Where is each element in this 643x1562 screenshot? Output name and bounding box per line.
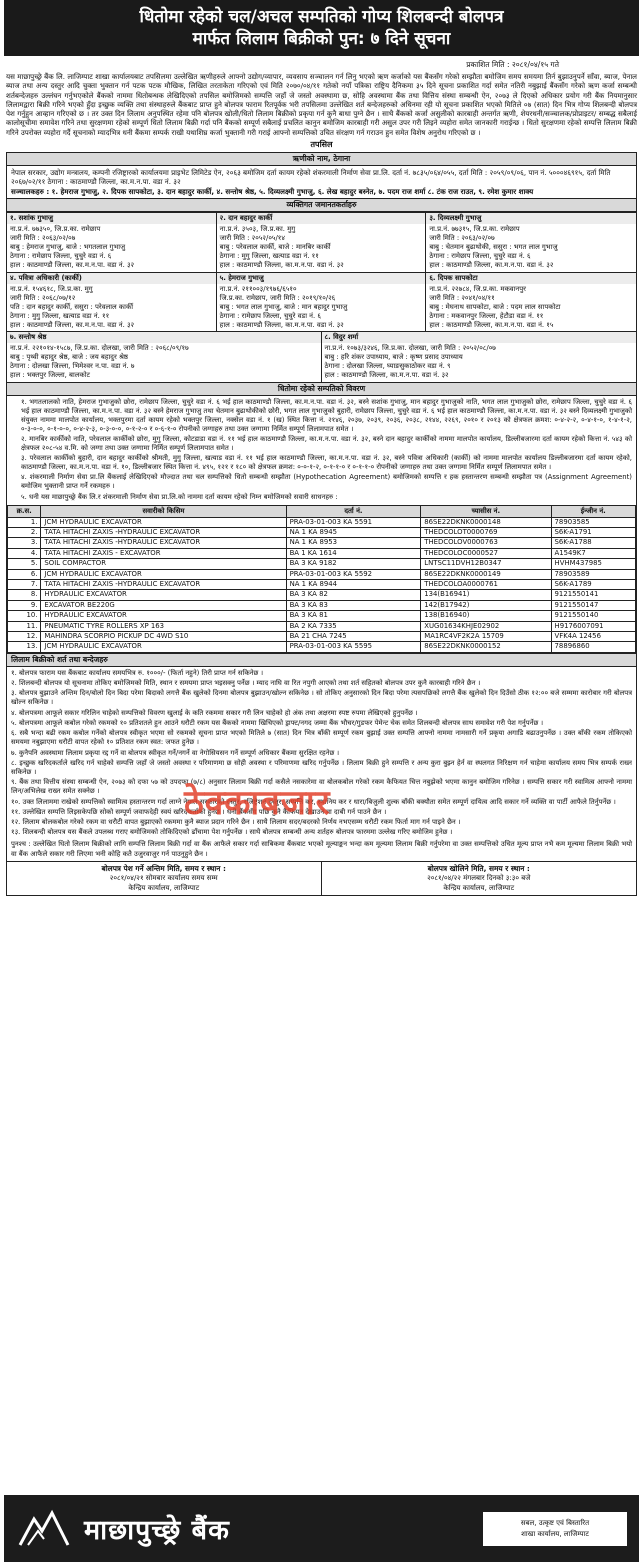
vehicle-cell: PRA-03-01-003 KA 5591 <box>286 517 421 527</box>
guarantor-detail-line: जारी मिति : २०५२/०५/१४ <box>219 234 285 243</box>
vehicle-cell: 2. <box>8 528 41 538</box>
guarantor-card <box>322 331 637 381</box>
guarantor-detail-line: हाल : काठमाण्डौ जिल्ला, का.म.न.पा. वडा नं. ३२ <box>219 321 344 329</box>
condition-item: ५. बोलपत्रमा आफूले कबोल गरेको रकमको १० प्रतिशतले हुन आउने धरौटी रकम यस बैंकको नाममा खिचिएको ड्राफ्ट/नगद जम्मा बैंक भौचर/गुडफर पेमेन्ट चेक समेत शिलबन्दी बोलपत्र साथ समावेश गरी पेश गर्नुपर्नेछ । <box>11 718 544 727</box>
vehicle-cell: JCM HYDRAULIC EXCAVATOR <box>41 642 286 652</box>
bid-opening <box>322 862 637 896</box>
guarantor-card <box>217 272 427 332</box>
vehicle-cell: 142(B17942) <box>421 600 551 610</box>
borrower-text: नेपाल सरकार, उद्योग मन्त्रालय, कम्पनी रजिष्ट्रारको कार्यालयमा प्राइभेट लिमिटेड ऐन, २०६३ बमोजिम दर्ता कायम रहेको शंकरमाली निर्माण सेवा प्रा.लि. दर्ता नं. ७८३५/०६४/०५५, दर्ता मिति : २०५९/०९/०६, पान नं. ५०००४६९१५, दर्ता मिति २०६७/०२/११ ठेगाना : काठमाण्डौ जिल्ला, का.म.न.पा. वडा नं. ३२ <box>11 168 611 187</box>
submission-deadline-place: केन्द्रिय कार्यालय, लाजिम्पाट <box>128 883 200 892</box>
bid-opening-place: केन्द्रिय कार्यालय, लाजिम्पाट <box>443 883 515 892</box>
guarantor-detail-line: बाबु : पृथ्वी बहादुर श्रेष्ठ, बाजे : जय बहादुर श्रेष्ठ <box>10 353 128 362</box>
vehicle-cell: HYDRAULIC EXCAVATOR <box>41 611 286 621</box>
table-row <box>8 611 636 621</box>
guarantor-detail-line: ठेगाना : मुगु जिल्ला, खत्याड वडा नं. ११ <box>10 311 110 320</box>
condition-item: ३. बोलपत्र बुझाउने अन्तिम दिन/बोलो दिन बिदा परेमा बिदाको लगत्तै बैंक खुलेको दिनमा बोलपत्र बुझाउन/खोल्न सकिनेछ । सो तोकिए अनुसारको दिन बिदा परेमा त्यसपछिको लगत्तै बैंक खुलेको दिन दिउँसो ठीक १२:०० बजे सम्ममा कारोबार गरी बोलपत्र खोल्न सकिनेछ । <box>11 689 632 707</box>
vehicle-cell: MA1RC4VF2K2A 15709 <box>421 632 551 642</box>
vehicle-cell: 9121550147 <box>551 600 635 610</box>
vehicle-cell: 9121550140 <box>551 611 635 621</box>
guarantor-detail-line: ठेगाना : दोलखा जिल्ला, भिमेश्वर न.पा. वडा नं. ७ <box>10 362 135 371</box>
guarantor-detail-line: बाबु : मेघनाथ सापकोटा, बाजे : पदम लाल सापकोटा <box>429 302 561 311</box>
guarantor-name: ३. दिव्यलक्ष्मी गुभाजु <box>426 213 636 224</box>
watermark-part2: बजार <box>260 783 331 823</box>
vehicle-cell: THEDCOLOT0000769 <box>421 528 551 538</box>
vehicle-cell: BA 3 KA 81 <box>286 611 421 621</box>
vehicle-cell: BA 3 KA 82 <box>286 590 421 600</box>
condition-item: १३. शिलबन्दी बोलपत्र यस बैंकले उपलब्ध गराए बमोजिमको तोकिदिएको ढाँचामा पेश गर्नुपर्नेछ । साथै बोलपत्र सम्बन्धी अन्य शर्तहरु बोलपत्र फारममा उल्लेख गरिए बमोजिम हुनेछ । <box>11 828 453 837</box>
guarantor-detail-line: ठेगाना : मुगु जिल्ला, खत्याड वडा नं. ११ <box>219 252 319 261</box>
mountain-logo-icon <box>18 1509 70 1549</box>
condition-item: ७. कुनैपनि अवस्थामा लिलाम प्रकृया रद्द गर्ने वा बोलपत्र स्वीकृत गर्ने/नगर्ने वा नेगोसियसन गर्ने सम्पूर्ण अधिकार बैंकमा सुरक्षित रहनेछ । <box>11 748 340 757</box>
details-heading: तपसिल <box>310 140 333 150</box>
guarantor-detail-line: ना.प्र.नं. २२७८४, जि.प्र.का. मकवानपुर <box>429 284 526 293</box>
vehicle-column-header: क्र.स. <box>8 505 41 517</box>
table-row <box>8 600 636 610</box>
asset-item: २. मानबिर कार्कीको नाति, परेवलाल कार्कीको छोरा, मुगु जिल्ला, कोटडाडा वडा नं. ११ भई हाल काठमाण्डौ जिल्ला, का.म.न.पा. वडा नं. ३२, बस्ने दान बहादुर कार्कीको नाममा मालपोत कार्यालय, डिल्लीबजारमा दर्ता कायम रहेको कित्ता नं. ५४३ को क्षेत्रफल २०८-५४ व.मि. को जग्गा तथा उक्त जग्गामा निर्मित सम्पूर्ण लिलामपात समेत । <box>21 434 632 453</box>
guarantor-name: २. दान बहादुर कार्की <box>217 213 426 224</box>
submission-info <box>7 861 636 896</box>
bank-motto: सबल, उत्कृष्ट एवं बिस्तारित <box>520 1518 590 1527</box>
guarantor-detail-line: पति : दान बहादुर कार्की, ससुरा : परेवलाल कार्की <box>10 302 134 311</box>
vehicle-cell: 86SE22DKNK0000148 <box>421 517 551 527</box>
table-row <box>8 590 636 600</box>
vehicle-cell: PRA-03-01-003 KA 5595 <box>286 642 421 652</box>
bid-opening-title: बोलपत्र खोलिने मिति, समय र स्थान : <box>427 863 530 873</box>
guarantor-detail-line: ना.प्र.नं. २२१०१४-१५८७, जि.प्र.का. दोलखा, जारी मिति : २०६८/०९/१७ <box>10 344 189 353</box>
assets-list <box>7 396 636 505</box>
table-row <box>8 548 636 558</box>
vehicle-cell: NA 1 KA 8953 <box>286 538 421 548</box>
vehicle-cell: SOIL COMPACTOR <box>41 559 286 569</box>
vehicle-cell: TATA HITACHI ZAXIS -HYDRAULIC EXCAVATOR <box>41 538 286 548</box>
borrower-heading: ऋणीको नाम, ठेगाना <box>7 153 636 166</box>
vehicle-cell: PRA-03-01-003 KA 5592 <box>286 569 421 579</box>
table-row <box>8 569 636 579</box>
vehicle-column-header: ईन्जीन नं. <box>551 505 635 517</box>
vehicle-column-header: दर्ता नं. <box>286 505 421 517</box>
asset-item: ४. शंकरमाली निर्माण सेवा प्रा.लि बैंकलाई लेखिदिएको मौज्दात तथा चल सम्पत्तिको धितो सम्बन्धी सम्झौता (Hypothecation Agreement) बमोजिमको सम्पत्ति र हक हस्तान्तरण सम्बन्धी सम्झौता पत्र (Assignment Agreement) बमोजिम भुक्तानी प्राप्त गर्ने रकमहरु । <box>21 473 632 491</box>
vehicle-cell: 6. <box>8 569 41 579</box>
vehicle-table <box>7 505 636 653</box>
notice-header <box>4 0 639 56</box>
guarantor-detail-line: जारी मिति : २०६३/०२/०७ <box>429 234 495 243</box>
guarantor-name: ६. दिपक सापकोटा <box>426 273 636 284</box>
guarantor-detail-line: ना.प्र.नं. २११००३/१९७६/६५१० <box>219 284 297 293</box>
vehicle-cell: 13. <box>8 642 41 652</box>
notice-title-line1: धितोमा रहेको चल/अचल सम्पतिको गोप्य शिलबन्दी बोलपत्र <box>139 7 504 27</box>
table-row <box>8 538 636 548</box>
vehicle-cell: THEDCOLOA0000761 <box>421 580 551 590</box>
table-row <box>8 621 636 631</box>
guarantor-detail-line: हाल : भक्तपुर जिल्ला, बालकोट <box>10 371 90 380</box>
guarantor-card <box>426 212 636 272</box>
guarantor-detail-line: ठेगाना : रामेछाप जिल्ला, चुचुरे वडा नं. ६ <box>429 252 531 261</box>
vehicle-cell: 5. <box>8 559 41 569</box>
vehicle-cell: TATA HITACHI ZAXIS -HYDRAULIC EXCAVATOR <box>41 580 286 590</box>
guarantor-card <box>7 212 217 272</box>
guarantor-detail-line: बाबु : हेमराज गुभाजु, बाजे : भगतलाल गुभाजु <box>10 243 126 252</box>
notice-page <box>4 0 639 1562</box>
vehicle-cell: 12. <box>8 632 41 642</box>
condition-item: ११. उल्लेखित सम्पत्ति लिइसकेपछि सोको सम्पूर्ण जवाफदेही स्वयं खरिदकर्ताको हुनेछ । धनी बैंकसँग पछि कुनै कैफियत देखाउन वा दाबी गर्न पाउने छैन । <box>11 807 387 816</box>
vehicle-cell: 86SE22DKNK0000152 <box>421 642 551 652</box>
condition-item: ८. इच्छुक खरिदकर्ताले खरिद गर्न चाहेको सम्पत्ति जहाँ जे जस्तो अवस्था र परिमाणमा छ सोही अवस्था र परिमाणमा खरिद गर्नुपर्नेछ । लिलाम बिक्री हुने सम्पत्ति र अन्य कुरा बुझ्न हेर्न वा स्थलगत निरिक्षण गर्न चाहेमा कार्यालय समय भित्र सम्पर्क राख्न सकिनेछ । <box>11 758 632 776</box>
vehicle-cell: BA 3 KA 83 <box>286 600 421 610</box>
guarantor-detail-line: हाल : काठमाण्डौ जिल्ला, का.म.न.पा. वडा नं. ३२ <box>10 321 135 329</box>
guarantor-detail-line: ना.प्र.नं. ७७३५०, जि.प्र.का. रामेछाप <box>10 225 101 234</box>
guarantor-detail-line: ना.प्र.नं. १०७३/३२४६, जि.प्र.का. दोलखा, जारी मिति : २०५२/०८/०७ <box>324 344 496 353</box>
vehicle-cell: 4. <box>8 548 41 558</box>
bank-branch: शाखा कार्यालय, लाजिम्पाट <box>521 1529 589 1538</box>
watermark-part1: ठेक्का <box>184 783 261 823</box>
vehicle-cell: 3. <box>8 538 41 548</box>
table-row <box>8 528 636 538</box>
asset-item: ३. परेवलाल कार्कीको बुहारी, दान बहादुर कार्कीको श्रीमती, मुगु जिल्ला, खत्याड वडा नं. ११ भई हाल काठमाण्डौ जिल्ला, का.म.न.पा. वडा नं. ३२, बस्ने पवित्रा अधिकारी (कार्की) को नाममा मालपोत कार्यालय डिल्लीबजारमा दर्ता कायम रहेको, काठमाण्डौ जिल्ला, का.म.न.पा. वडा नं. १०, डिल्लीबजार स्थित कित्ता नं. ४९५, १२१ र १८० को क्षेत्रफल क्रमश: ०-०-१-२, ०-१-१-० र ०-१-१-० रोपनीको जग्गाहरु तथा उक्त जग्गामा निर्मित सम्पूर्ण लिलामपात समेत । <box>21 454 632 472</box>
submission-deadline <box>7 862 322 896</box>
notice-title-line2: मार्फत लिलाम बिक्रीको पुन: ७ दिने सूचना <box>192 29 451 49</box>
vehicle-cell: BA 2 KA 7335 <box>286 621 421 631</box>
guarantor-detail-line: हाल : काठमाण्डौ जिल्ला, का.म.न.पा. वडा नं. १५ <box>429 321 554 329</box>
vehicle-table-header <box>8 505 636 517</box>
guarantor-detail-line: बाबु : चेतमान बुढाथोकी, ससुरा : भगत लाल गुभाजु <box>429 243 558 252</box>
vehicle-cell: NA 1 KA 8945 <box>286 528 421 538</box>
condition-item: १२. लिलाम बोलकबोल गरेको रकम वा धरौटी वापत बुझाएको रकममा कुनै ब्याज प्रदान गरिने छैन । साथै लिलाम सदर/बदरको निर्णय नभएसम्म धरौटी रकम फिर्ता माग गर्न पाइने छैन । <box>11 817 461 826</box>
vehicle-cell: 9. <box>8 600 41 610</box>
guarantor-detail-line: जि.प्र.का. रामेछाप, जारी मिति : २०१९/१०/२६ <box>219 293 336 302</box>
table-row <box>8 632 636 642</box>
guarantor-detail-line: ठेगाना : रामेछाप जिल्ला, चुचुरे वडा नं. ६ <box>10 252 112 261</box>
vehicle-cell: BA 3 KA 9182 <box>286 559 421 569</box>
guarantor-name: ५. हेमराज गुभाजु <box>217 273 426 284</box>
guarantor-detail-line: ना.प्र.नं. ३५०३, जि.प्र.का. मुगु <box>219 225 296 234</box>
watermark <box>184 778 331 824</box>
vehicle-cell: 7. <box>8 580 41 590</box>
guarantors-row-2 <box>7 272 636 332</box>
table-row <box>8 642 636 652</box>
vehicle-cell: TATA HITACHI ZAXIS -HYDRAULIC EXCAVATOR <box>41 528 286 538</box>
publish-date: प्रकाशित मिति : २०८१/०४/१५ गते <box>466 60 559 69</box>
guarantor-name: ८. विदुर शर्मा <box>322 332 637 343</box>
vehicle-cell: NA 1 KA 8944 <box>286 580 421 590</box>
bank-banner <box>4 1495 639 1562</box>
assets-heading: धितोमा रहेको सम्पतिको विवरण <box>7 382 636 396</box>
vehicle-cell: S6K-A1788 <box>551 538 635 548</box>
table-row <box>8 580 636 590</box>
vehicle-cell: MAHINDRA SCORPIO PICKUP DC 4WD S10 <box>41 632 286 642</box>
guarantor-detail-line: हाल : काठमाण्डौ जिल्ला, का.म.न.पा. वडा नं. ३२ <box>10 261 135 270</box>
vehicle-cell: JCM HYDRAULIC EXCAVATOR <box>41 517 286 527</box>
guarantor-detail-line: ठेगाना : दोलखा जिल्ला, घ्याङसुकाठोकर वडा नं. ९ <box>324 362 451 371</box>
guarantors-row-1 <box>7 212 636 272</box>
conditions-note: पुनश्च : उल्लेखित धितो लिलाम बिक्रीको लागि सम्पत्ति लिलाम बिक्री गर्दा वा बैंक आफैले सकार गर्दा साबिकमा बैंकबाट भएको मूल्याङ्कन भन्दा कम मूल्यमा लिलाम बिक्री गर्नुपरेमा वा उक्त सम्पत्तिको उचित मूल्य प्राप्त नभै कम मूल्यमा लिलाम बिक्री भयो वा बैंक आफैले सकार गरी लिएमा भनी कोहि कतै उजुरवाजुर गर्न पाउनुहुने छैन । <box>11 840 632 858</box>
vehicle-cell: XUG01634KHJE02902 <box>421 621 551 631</box>
vehicle-cell: TATA HITACHI ZAXIS - EXCAVATOR <box>41 548 286 558</box>
asset-item: १. भगतलालको नाति, हेमराज गुभाजुको छोरा, रामेछाप जिल्ला, चुचुरे वडा नं. ६ भई हाल काठमाण्डौ जिल्ला, का.म.न.पा. वडा नं. ३२, बस्ने सशांक गुभाजु, मान बहादुर गुभाजुको नाति, भगत लाल गुभाजुको छोरा, रामेछाप जिल्ला, चुचुरे वडा नं. ६ भई हाल काठमाण्डौ जिल्ला, का.म.न.पा. वडा नं. ३२ बस्ने हेमराज गुभाजु तथा चेतमान बुढाथोकीको छोरी, भगत लाल गुभाजुको बुहारी, रामेछाप जिल्ला, चुचुरे वडा नं. ६ भई हाल काठमाण्डौ जिल्ला, का.म.न.पा. वडा नं. ३२ बस्ने दिव्यलक्ष्मी गुभाजुको संयुक्त नाममा मालपोत कार्यालय, भक्तपुरमा दर्ता कायम रहेको भक्तपुर जिल्ला, नक्सेल वडा नं. १ (ख) स्थित कित्ता नं. २१४६, २०३७, २०३९, २०३६, २०३८, २१४४, २२६९, २०१० र २०१३ को क्षेत्रफल क्रमश: ०-४-२-२, ०-४-१-०, १-४-१-२, ०-३-०-०, ०-१-०-०, ०-४-२-३, ०-३-०-०, ०-१-२-० र ०-६-१-० रोपनीको जग्गाहरु तथा उक्त जग्गामा निर्मित सम्पूर्ण लिलामपात समेत । <box>21 397 632 433</box>
guarantor-detail-line: हाल : काठमाण्डौ जिल्ला, का.म.न.पा. वडा नं. ३२ <box>429 261 554 270</box>
vehicle-cell: VFK4A 12456 <box>551 632 635 642</box>
guarantor-detail-line: ठेगाना : मकवानपुर जिल्ला, हेटौडा वडा नं. ११ <box>429 311 544 320</box>
conditions-heading: लिलाम बिक्रीको शर्त तथा बन्देजहरु <box>7 653 636 667</box>
guarantor-name: ७. सन्तोष श्रेष्ठ <box>7 332 321 343</box>
vehicle-cell: 78903589 <box>551 569 635 579</box>
vehicle-cell: 138(B16940) <box>421 611 551 621</box>
vehicle-cell: 134(B16941) <box>421 590 551 600</box>
vehicle-cell: PNEUMATIC TYRE ROLLERS XP 163 <box>41 621 286 631</box>
guarantor-detail-line: ना.प्र.नं. १५४६१८, जि.प्र.का. मुगु <box>10 284 93 293</box>
guarantor-detail-line: जारी मिति : २०६३/०२/०७ <box>10 234 76 243</box>
vehicle-column-header: सवारीको किसिम <box>41 505 286 517</box>
borrower-directors: सञ्चालकहरु : १. हेमराज गुभाजु, २. दिपक सापकोटा, ३. दान बहादुर कार्की, ४. सन्तोष श्रेष्ठ, ५. दिव्यलक्ष्मी गुभाजु, ६. लेख बहादुर बस्नेत, ७. पदम राज शर्मा ८. टंक राज राउत, ९. रमेश कुमार शाक्य <box>11 186 534 196</box>
vehicle-cell: S6K-A1789 <box>551 580 635 590</box>
vehicle-cell: 9121550141 <box>551 590 635 600</box>
condition-item: २. शिलबन्दी बोलपत्र यो सूचनामा तोकिए बमोजिमको मिति, स्थान र समयमा प्राप्त भइसक्नु पर्नेछ । म्याद नाघि वा रित नपुगी आएको तथा शर्त सहितको बोलपत्र उपर कुनै कारबाही गरिने छैन । <box>11 679 481 688</box>
vehicle-cell: HYDRAULIC EXCAVATOR <box>41 590 286 600</box>
vehicle-cell: 8. <box>8 590 41 600</box>
vehicle-cell: LNTSC11DVH12B0347 <box>421 559 551 569</box>
guarantor-detail-line: ठेगाना : रामेछाप जिल्ला, चुचुरे वडा नं. ६ <box>219 311 321 320</box>
vehicle-cell: H9176007091 <box>551 621 635 631</box>
guarantor-detail-line: ना.प्र.नं. ७७३१५, जि.प्र.का. रामेछाप <box>429 225 520 234</box>
vehicle-cell: 11. <box>8 621 41 631</box>
guarantor-name: ४. पवित्रा अधिकारी (कार्की) <box>7 273 216 284</box>
submission-deadline-date: २०८१/०४/२१ सोमबार कार्यालय समय सम्म <box>109 874 218 883</box>
guarantor-detail-line: जारी मिति : २०६८/०७/१२ <box>10 293 76 302</box>
guarantor-card <box>426 272 636 332</box>
guarantor-card <box>217 212 427 272</box>
condition-item: ९. बैंक तथा वित्तीय संस्था सम्बन्धी ऐन, २०७३ को दफा ५७ को उपदफा (७/८) अनुसार लिलाम बिक्री गर्दा कसैले नसकारेमा वा बोलकबोल गरेको रकम कैफियत चित्त नबुझेको भएमा कानुन बमोजिम गरिनेछ । सम्पत्ति सकार गरी स्वामित्व आफ्नो नाममा लिन/अभिलेख राख्न समेत सक्नेछ । <box>11 778 632 796</box>
guarantor-detail-line: बाबु : परेवलाल कार्की, बाजे : मानबिर कार्की <box>219 243 331 252</box>
bid-opening-date: २०८१/०४/२२ मंगलबार दिनको ३:३० बजे <box>427 874 531 883</box>
vehicle-column-header: च्यासीस नं. <box>421 505 551 517</box>
condition-item: ६. सबै भन्दा बढी रकम कबोल गर्नेको बोलपत्र स्वीकृत भएमा सो रकमको सूचना प्राप्त भएको मितिले ७ (सात) दिन भित्र बाँकी सम्पूर्ण रकम बुझाई उक्त सम्पत्ति आफ्नो नाममा नामसारी गर्ने प्रकृया अगाडि बढाउनुपर्नेछ । उक्त बाँकी रकम तोकिएको समयमा नबुझाएमा धरौटी वापत रहेको १० प्रतिशत रकम स्वत: जफत हुनेछ । <box>11 729 632 747</box>
submission-deadline-title: बोलपत्र पेश गर्ने अन्तिम मिति, समय र स्थान : <box>101 863 226 873</box>
guarantors-row-3 <box>7 331 636 381</box>
condition-item: १. बोलपत्र फाराम यस बैंकबाट कार्यालय समयभित्र रु. १०००/- (फिर्ता नहुने) तिरी प्राप्त गर्न सकिनेछ । <box>11 668 264 677</box>
vehicle-cell: 78903585 <box>551 517 635 527</box>
guarantor-card <box>7 331 322 381</box>
borrower-details <box>7 166 636 198</box>
guarantor-detail-line: बाबु : भगत लाल गुभाजु, बाजे : मान बहादुर गुभाजु <box>219 302 348 311</box>
condition-item: ४. बोलपत्रमा आफूले सकार गरिलिन चाहेको सम्पत्तिको विवरण खुलाई के कति रकममा सकार गरी लिन चाहेको हो अंक तथा अक्षरमा स्पष्ट रुपमा लेखिएको हुनुपर्नेछ । <box>11 708 418 717</box>
vehicle-cell: S6K-A1791 <box>551 528 635 538</box>
vehicle-cell: THEDCOLOC0000527 <box>421 548 551 558</box>
vehicle-cell: 10. <box>8 611 41 621</box>
vehicle-cell: EXCAVATOR BE220G <box>41 600 286 610</box>
vehicle-cell: 1. <box>8 517 41 527</box>
guarantors-heading: व्यक्तिगत जमानतकर्ताहरु <box>7 198 636 212</box>
vehicle-cell: JCM HYDRAULIC EXCAVATOR <box>41 569 286 579</box>
guarantor-detail-line: हाल : काठमाण्डौ जिल्ला, का.म.न.पा. वडा नं. ३२ <box>219 261 344 270</box>
vehicle-cell: BA 21 CHA 7245 <box>286 632 421 642</box>
condition-item: १०. उक्त लिलाममा राखेको सम्पत्तिको स्वामित्व हस्तान्तरण गर्दा लाग्ने नेपाल सरकारको दस्तुर, रजिष्ट्रेशन दस्तुर, सम्पत्ति कर, स्थानिय कर र धारा/बिजुली शुल्क बाँकी बक्यौता समेत सम्पूर्ण दायित्व आदि सकार गर्ने व्यक्ति वा पार्टी आफैले तिर्नुपर्नेछ । <box>11 797 616 806</box>
vehicle-cell: A1549K7 <box>551 548 635 558</box>
guarantor-detail-line: बाबु : हरि शंकर उपाध्याय, बाजे : कृष्ण प्रसाद उपाध्याय <box>324 353 463 362</box>
table-row <box>8 559 636 569</box>
bank-name: माछापुच्छ्रे बैंक <box>84 1515 230 1546</box>
vehicle-cell: BA 1 KA 1614 <box>286 548 421 558</box>
table-row <box>8 517 636 527</box>
guarantor-card <box>7 272 217 332</box>
guarantor-name: १. सशांक गुभाजु <box>7 213 216 224</box>
vehicle-cell: 78896860 <box>551 642 635 652</box>
bank-motto-box <box>483 1512 627 1546</box>
guarantor-detail-line: हाल : काठमाण्डौ जिल्ला, का.म.न.पा. वडा नं. ३२ <box>324 371 449 380</box>
vehicle-cell: 86SE22DKNK0000149 <box>421 569 551 579</box>
asset-item: ५. धनी यस माछापुच्छ्रे बैंक लि.र शंकरमाली निर्माण सेवा प्रा.लि.को नाममा दर्ता कायम रहेको निम्न बमोजिमको सवारी साधनहरु : <box>21 492 338 501</box>
intro-paragraph: यस माछापुच्छ्रे बैंक लि. लाजिम्पाट शाखा कार्यालयबाट तपसिलमा उल्लेखित ऋणीहरुले आफ्नो उद्योग/व्यापार, व्यवसाय सञ्चालन गर्न लिनु भएको ऋण कर्जाको यस बैंकसँग गरेको सम्झौता बमोजिम समय समयमा तिर्न बुझाउनुपर्ने साँवा, ब्याज, पेनाल ब्याज तथा अन्य दस्तुर आदि चुक्ता भुक्तान गर्न पटक पटक मौखिक, लिखित तरताकेता गरिएको एवं मिति २०७०/०४/११ गतेको नयाँ पत्रिका राष्ट्रिय दैनिकमा ३५ दिने सूचना प्रकाशित गर्दा समेत नतिरी नबुझाई बैंकसँग गरेको ऋण कर्जा सम्बन्धी शर्तबन्देजहरु उल्लंघन गर्नुभएकोले बैंकको नाममा धितोबन्धक लेखिदिएको तपसिल बमोजिमको सम्पत्ति जहाँ जे जस्तो अवस्थामा छ, सोहि अवस्थामा बैंक तथा वित्तिय संस्था सम्बन्धी ऐन, २०७३ ले दिएको अधिकार प्रयोग गरी बैंक नियमानुसार लिलामद्वारा बिक्री गरिने भएको हुँदा इच्छुक व्यक्ति तथा संस्थाहरुले बैंकबाट प्राप्त हुने बोलपत्र फाराम रितपूर्वक भरी तपसिलमा उल्लेखित शर्त बन्देजहरुको अधिनमा रही यो सूचना प्रकाशित भएको मितिले ०७ (सात) दिन भित्र गोप्य शिलबन्दी बोलपत्र पेश गर्नुहुन आव्हान गरिएको छ । तर उक्त दिन लिलाम अनुपस्थित रहेमा पनि बोलपत्र खोली/धितो लिलाम बिक्रीको प्रकृया गर्न कुनै बाधा पुग्ने छैन । साथै बैंकको कर्जा असुलीको कारबाही अन्तर्गत ऋणी, शेयरधनी/सञ्चालक/प्रोप्राइटर/ सम्बद्ध सबैलाई कालोसूचीमा समावेश गरिने तथा सुरक्षणमा रहेको सम्पूर्ण धितो लिलाम बिक्री गर्दा पनि बैंकको सम्पूर्ण सबैलाई प्रचलित कानुन बमोजिम कारबाही गरी असुल उपर गरी लिइने व्यहोरा समेत जानकारी गराईन्छ । धितो सुरक्षणमा रहेको सम्पत्ति लिलाम बिक्री गरिने उपरोक्त व्यहोरा गर्दै सूचनाको म्यादभित्र धनी बैंकमा सम्पर्क राखी यथाशिघ्र कर्जा भुक्तानी गरी गराई आफ्नो सम्पत्तिको उचित संरक्षण गर्न गराउन हुन समेत विशेष अनुरोध गरिएको छ । <box>6 72 637 137</box>
vehicle-cell: HVHM437985 <box>551 559 635 569</box>
guarantor-detail-line: जारी मिति : २०४१/०४/११ <box>429 293 495 302</box>
vehicle-cell: THEDCOLOV0000763 <box>421 538 551 548</box>
